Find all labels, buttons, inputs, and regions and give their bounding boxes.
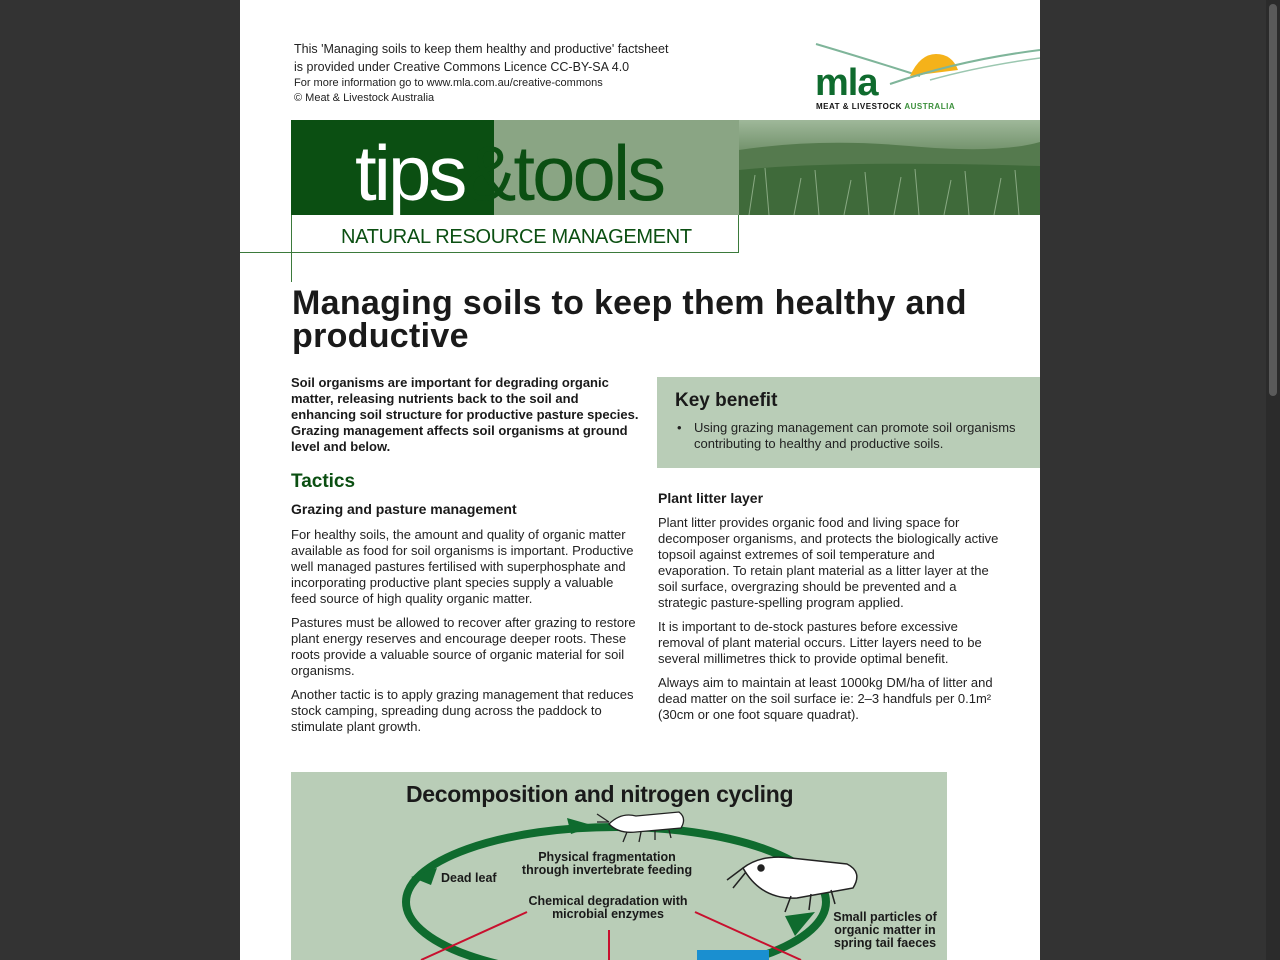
- litter-paragraph-1: Plant litter provides organic food and living space for decomposer organisms, and protects the biologically active topsoil against extremes of soil temperature and evaporation. To retain plant material as a litter layer at the soil surface, overgrazing should be prevented and a strategic pasture-spelling program applied.: [658, 515, 999, 610]
- license-line-2: is provided under Creative Commons Licence CC-BY-SA 4.0: [294, 60, 630, 74]
- bullet-icon: •: [677, 420, 682, 435]
- grazing-subheading: Grazing and pasture management: [291, 501, 517, 517]
- key-benefit-heading: Key benefit: [675, 390, 778, 411]
- license-line-1: This 'Managing soils to keep them healthy and productive' factsheet: [294, 42, 669, 56]
- litter-column: [658, 515, 1003, 731]
- pasture-photo: [739, 120, 1040, 215]
- document-page: [240, 0, 1040, 960]
- page-title: Managing soils to keep them healthy and productive: [292, 284, 967, 355]
- tactics-paragraph-1: For healthy soils, the amount and quality of organic matter available as food for soil organisms is important. Productive well managed pastures fertilised with superphosphate and incorporating productive plant species supply a valuable feed source of high quality organic matter.: [291, 527, 634, 606]
- fragmentation-label: Physical fragmentation through invertebrate feeding: [521, 850, 693, 877]
- tools-word: &tools: [464, 129, 664, 217]
- mla-logo: [810, 40, 1040, 115]
- tips-tools-title: [355, 128, 663, 218]
- small-particles-label: Small particles of organic matter in spring tail faeces: [833, 910, 937, 950]
- key-benefit-box: [657, 377, 1040, 468]
- intro-paragraph: Soil organisms are important for degrading organic matter, releasing nutrients back to the soil and enhancing soil structure for productive pasture species. Grazing management affects soil organisms at ground level and below.: [291, 375, 639, 454]
- springtail-large-icon: [727, 857, 857, 912]
- license-notice: [294, 40, 668, 106]
- tips-word: tips: [355, 129, 465, 217]
- section-label: NATURAL RESOURCE MANAGEMENT: [341, 226, 692, 248]
- tactics-paragraph-2: Pastures must be allowed to recover after grazing to restore plant energy reserves and encourage deeper roots. These roots provide a valuable source of organic material for soil organisms.: [291, 615, 636, 678]
- divider: [240, 252, 292, 253]
- license-line-4: © Meat & Livestock Australia: [294, 92, 435, 104]
- degradation-label: Chemical degradation with microbial enzymes: [528, 894, 688, 921]
- vertical-scrollbar[interactable]: [1266, 0, 1280, 960]
- logo-wordmark: mla: [815, 62, 878, 104]
- tactics-heading: Tactics: [291, 471, 356, 492]
- litter-paragraph-2: It is important to de-stock pastures before excessive removal of plant material occurs. Litter layers need to be several millimetres thick to provide optimal benefit.: [658, 619, 982, 666]
- logo-subtitle-main: MEAT & LIVESTOCK: [816, 102, 902, 111]
- logo-subtitle: [816, 102, 955, 111]
- nitrogen-cycle-diagram: [291, 772, 947, 960]
- litter-paragraph-3: Always aim to maintain at least 1000kg DM/ha of litter and dead matter on the soil surface ie: 2–3 handfuls per 0.1m² (30cm or one foot square quadrat).: [658, 675, 993, 722]
- diagram-title: Decomposition and nitrogen cycling: [406, 781, 794, 807]
- divider: [291, 252, 292, 282]
- tactics-column: [291, 527, 636, 743]
- logo-subtitle-accent: AUSTRALIA: [904, 102, 956, 111]
- tactics-paragraph-3: Another tactic is to apply grazing management that reduces stock camping, spreading dung across the paddock to stimulate plant growth.: [291, 687, 634, 734]
- plant-litter-heading: Plant litter layer: [658, 490, 764, 506]
- license-line-3: For more information go to www.mla.com.au/creative-commons: [294, 77, 603, 89]
- water-block-icon: [697, 950, 769, 960]
- dead-leaf-label: Dead leaf: [441, 871, 497, 885]
- scrollbar-thumb[interactable]: [1269, 4, 1277, 396]
- key-benefit-item: Using grazing management can promote soil organisms contributing to healthy and productive soils.: [694, 420, 1016, 451]
